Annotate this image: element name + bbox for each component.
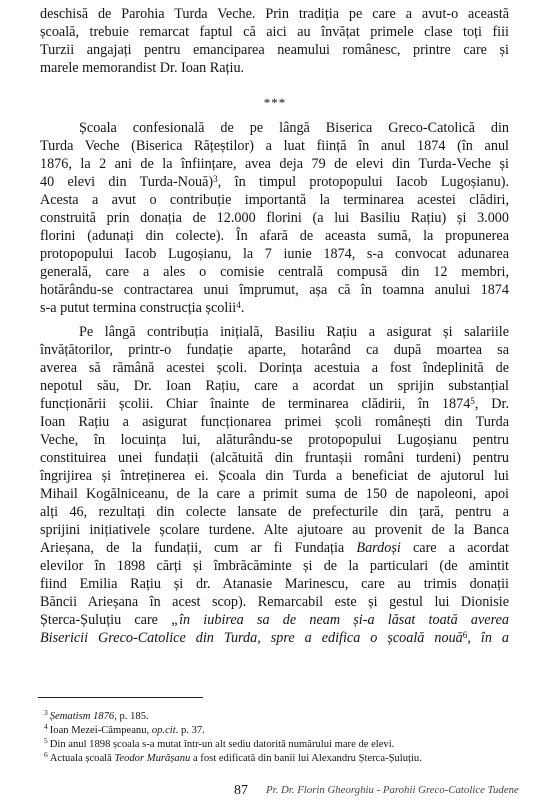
text-line: alți 46, rezultați din colecte lansate de prefecturile din țară, pentru a [40, 504, 509, 520]
footnote-rule [38, 697, 203, 698]
text-line: nepotul său, Dr. Ioan Rațiu, care a acordat un sprijin substanțial [40, 378, 509, 394]
text-line: Arieșana, de la fundații, cum ar fi Fundația Bardoși care a acordat [40, 540, 509, 556]
text-line: Turzii angajați pentru emanciparea neamului românesc, printre care și [40, 42, 509, 58]
footnote: $^4$ Ioan Mezei-Câmpeanu, op.cit. p. 37. [44, 722, 205, 736]
text-line: florini (adunați din colecte). În afară de aceasta sumă, la propunerea [40, 228, 509, 244]
footnote: $^6$ Actuala școală Teodor Murășanu a fost edificată din banii lui Alexandru Șterca-Șuluțiu. [44, 750, 422, 764]
text-line: 40 elevi din Turda-Nouă)$^3$, în timpul protopopului Iacob Lugoșianu). [40, 173, 510, 190]
text-line: Acesta a avut o contribuție importantă la terminarea acestei clădiri, [40, 192, 509, 208]
text-line: Veche, în locuința lui, alăturându-se protopopului Lugoșianu pentru [40, 432, 509, 448]
text-line: constituirea unei fundații (alcătuită din fruntașii români turdeni) pentru [40, 450, 509, 466]
section-separator: *** [263, 95, 287, 110]
text-line: averea să rămână acestei școli. Dorința acestuia a fost îndeplinită de [40, 360, 509, 376]
text-line: s-a putut termina construcția școlii$^4$. [40, 299, 245, 316]
text-line: fiind Emilia Rațiu și dr. Atanasie Marinescu, care au trimis donații [40, 576, 509, 592]
text-line: protopopului Iacob Lugoșianu, la 7 iunie 1874, s-a convocat adunarea [40, 246, 509, 262]
text-line: Ioan Rațiu a asigurat funcționarea primei școli românești din Turda [40, 414, 509, 430]
text-line: sprijini inițiativele școlare turdene. Alte ajutoare au provenit de la Banca [40, 522, 509, 538]
footnote: $^5$ Din anul 1898 școala s-a mutat într-un alt sediu datorită numărului mare de elevi. [44, 736, 395, 750]
text-line: Șterca-Șuluțiu care „în iubirea sa de neam și-a lăsat toată averea [40, 612, 509, 628]
text-line: Pe lângă contribuția inițială, Basiliu Rațiu a asigurat și salariile [79, 324, 509, 340]
text-line: elevilor în 1898 cărți și îmbrăcăminte și de la particulari (de amintit [40, 558, 509, 574]
text-line: Școala confesională de pe lângă Biserica Greco-Catolică din [79, 120, 509, 136]
text-line: marele memorandist Dr. Ioan Rațiu. [40, 60, 245, 76]
text-line: deschisă de Parohia Turda Veche. Prin tradiția pe care a avut-o această [40, 6, 509, 22]
text-line: Băncii Arieșana în acest scop). Remarcabil este și gestul lui Dionisie [40, 594, 509, 610]
text-line: Turda Veche (Biserica Rățeștilor) a luat ființă în anul 1874 (în anul [40, 138, 509, 154]
text-line: generală, care a ales o comisie centrală compusă din 12 membri, [40, 264, 509, 280]
text-line: funcționării școlii. Chiar înainte de terminarea clădirii, în 1874$^5$, Dr. [40, 395, 510, 412]
running-footer: Pr. Dr. Florin Gheorghiu - Parohii Greco-Catolice Tudene [266, 784, 519, 796]
text-line: Bisericii Greco-Catolice din Turda, spre a edifica o școală nouă$^6$, în a [40, 629, 510, 646]
footnote: $^3$ Șematism 1876, p. 185. [44, 708, 149, 722]
text-line: 1876, la 2 ani de la înființare, avea deja 79 de elevi din Turda-Veche și [40, 156, 509, 172]
text-line: hotărându-se contractarea unui împrumut, așa că în toamna anului 1874 [40, 282, 509, 298]
page-number: 87 [234, 783, 248, 798]
text-line: îngrijirea și întreținerea ei. Școala din Turda a beneficiat de ajutorul lui [40, 468, 509, 484]
text-line: construită prin donația de 12.000 florini (a lui Basiliu Rațiu) și 3.000 [40, 210, 509, 226]
text-line: Mihail Kogălniceanu, de la care a primit suma de 150 de napoleoni, apoi [40, 486, 509, 502]
text-line: școală, trebuie remarcat faptul că aici au învățat primele clase toți fiii [40, 24, 509, 40]
text-line: învățătorilor, printr-o fundație aparte, hotarând ca după moartea sa [40, 342, 509, 358]
